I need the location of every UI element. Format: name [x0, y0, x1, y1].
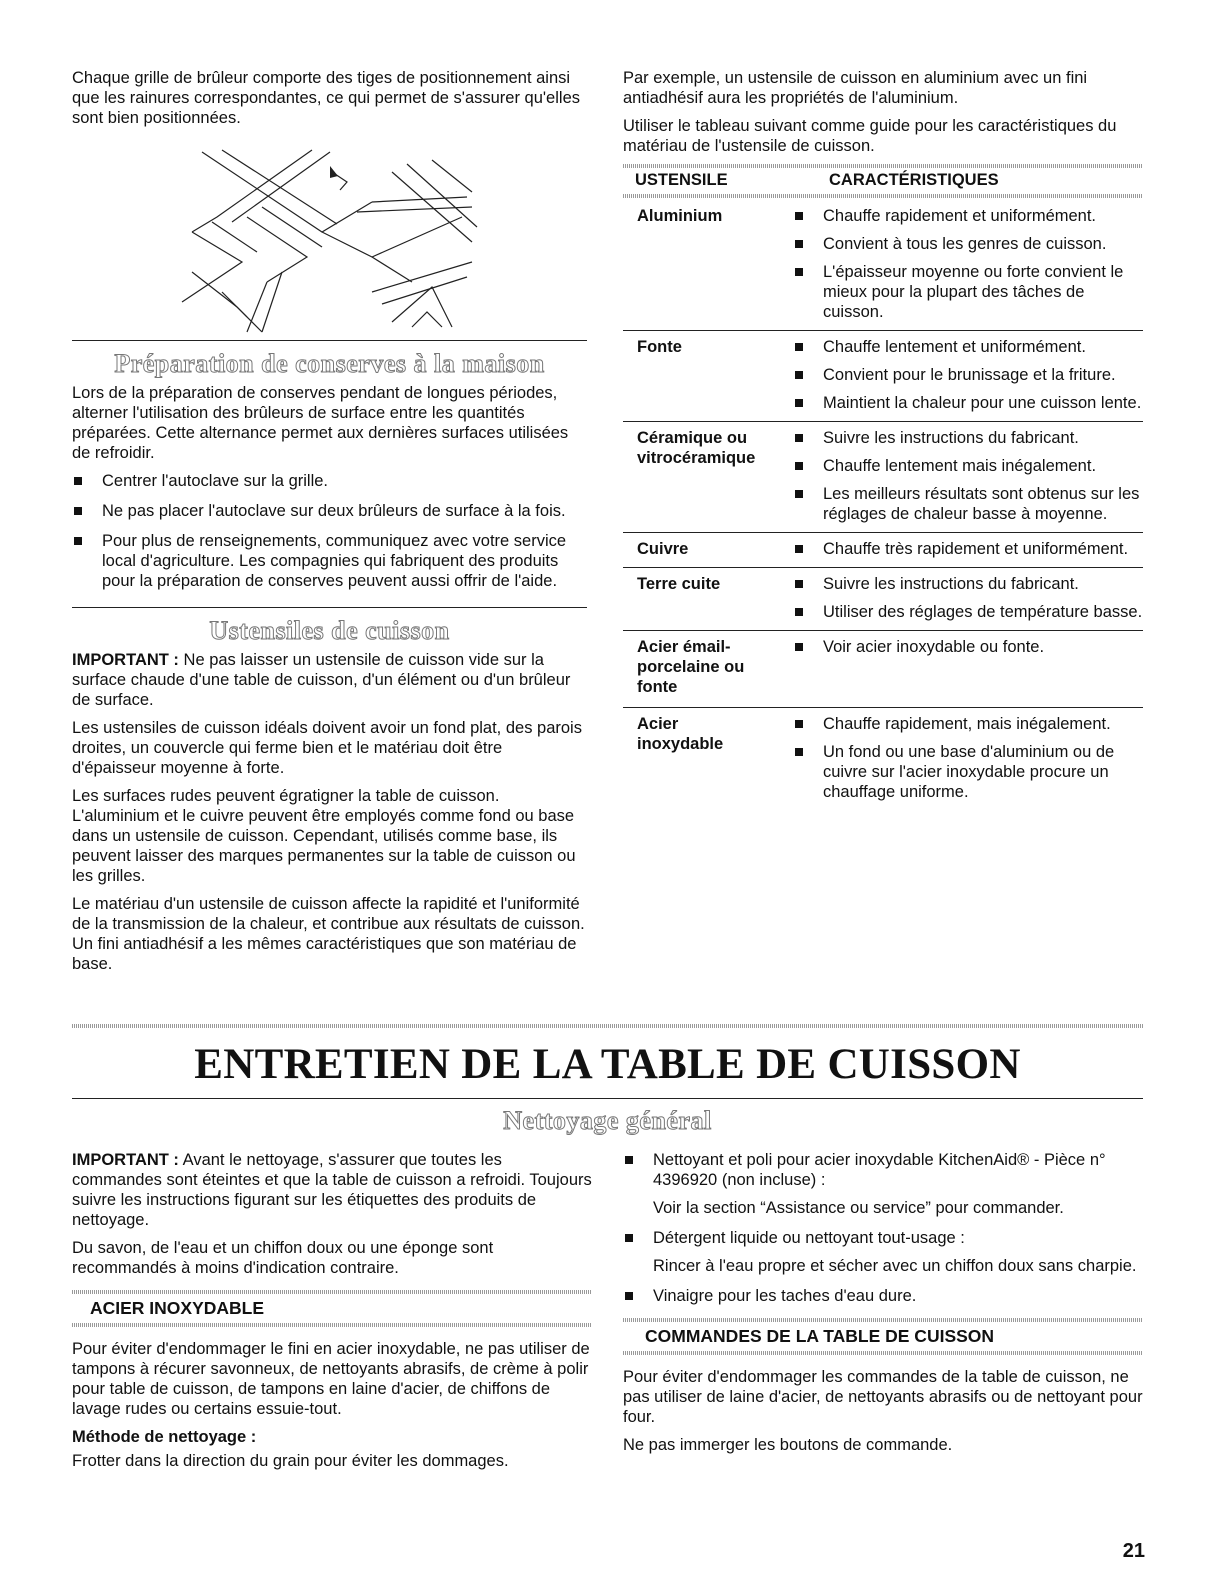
characteristics-cell [793, 206, 1143, 322]
header-characteristics: CARACTÉRISTIQUES [829, 171, 999, 189]
characteristic: Chauffe rapidement, mais inégalement. [793, 714, 1143, 734]
table-row [623, 707, 1143, 802]
method-text: Frotter dans la direction du grain pour éviter les dommages. [72, 1452, 509, 1470]
section-divider [72, 340, 587, 341]
table-intro: Utiliser le tableau suivant comme guide pour les caractéristiques du matériau de l'ustensile de cuisson. [623, 117, 1117, 155]
cleaner-bullet [623, 1286, 1143, 1306]
table-row [623, 532, 1143, 559]
characteristic: L'épaisseur moyenne ou forte convient le mieux pour la plupart des tâches de cuisson. [793, 262, 1143, 322]
characteristics-cell [793, 714, 1143, 802]
cookware-title: Ustensiles de cuisson [209, 616, 450, 645]
canning-bullet: Ne pas placer l'autoclave sur deux brûleurs de surface à la fois. [72, 501, 587, 521]
material-cell: Céramique ou vitrocéramique [637, 429, 756, 467]
characteristic: Chauffe rapidement et uniformément. [793, 206, 1143, 226]
cleaning-important [72, 1150, 592, 1230]
characteristic: Chauffe lentement mais inégalement. [793, 456, 1143, 476]
cleaner-text: Nettoyant et poli pour acier inoxydable KitchenAid® - Pièce n° 4396920 (non incluse) : [653, 1151, 1106, 1189]
characteristic: Utiliser des réglages de température basse. [793, 602, 1143, 622]
material-cell: Acier inoxydable [637, 715, 724, 753]
characteristic: Convient pour le brunissage et la friture. [793, 365, 1143, 385]
example-paragraph: Par exemple, un ustensile de cuisson en aluminium avec un fini antiadhésif aura les propriétés de l'aluminium. [623, 69, 1088, 107]
hatch-rule [72, 1024, 1143, 1028]
characteristics-cell [793, 539, 1143, 559]
cleaner-sub: Rincer à l'eau propre et sécher avec un chiffon doux sans charpie. [653, 1257, 1137, 1275]
cleaner-text: Détergent liquide ou nettoyant tout-usage : [653, 1229, 965, 1247]
characteristics-cell [793, 637, 1143, 657]
material-cell: Aluminium [637, 207, 723, 225]
stainless-text: Pour éviter d'endommager le fini en acier inoxydable, ne pas utiliser de tampons à récurer savonneux, de nettoyants abrasifs, de crème à polir pour table de cuisson, de tampons en laine d'acier, de chiffons de lavage rudes ou certains essuie-tout. [72, 1340, 590, 1418]
characteristic: Chauffe lentement et uniformément. [793, 337, 1143, 357]
characteristic: Les meilleurs résultats sont obtenus sur les réglages de chaleur basse à moyenne. [793, 484, 1143, 524]
grate-illustration [72, 142, 587, 334]
stainless-heading: ACIER INOXYDABLE [90, 1298, 265, 1318]
right-column [623, 68, 1143, 810]
title-rule [72, 1098, 1143, 1099]
important-text: Avant le nettoyage, s'assurer que toutes les commandes sont éteintes et que la table de cuisson a refroidi. Toujours suivre les instructions figurant sur les étiquettes des produits de nettoyage. [72, 1151, 592, 1229]
cookware-paragraph: Les surfaces rudes peuvent égratigner la table de cuisson. L'aluminium et le cuivre peuvent être employés comme fond ou base dans un ustensile de cuisson. Cependant, utilisés comme base, ils peuvent laisser des marques permanentes sur la table de cuisson ou les grilles. [72, 787, 576, 885]
canning-text: Lors de la préparation de conserves pendant de longues périodes, alterner l'utilisation des brûleurs de surface entre les quantités préparées. Cette alternance permet aux dernières surfaces utilisées de refroidir. [72, 384, 569, 462]
page-number: 21 [1122, 1540, 1145, 1562]
controls-text: Pour éviter d'endommager les commandes de la table de cuisson, ne pas utiliser de laine d'acier, de nettoyants abrasifs ou de nettoyant pour four. [623, 1368, 1143, 1426]
canning-bullet: Centrer l'autoclave sur la grille. [72, 471, 587, 491]
cleaner-bullet [623, 1228, 1143, 1276]
table-header [623, 168, 1143, 194]
characteristics-cell [793, 337, 1143, 413]
controls-heading: COMMANDES DE LA TABLE DE CUISSON [645, 1326, 995, 1346]
cleaning-left [72, 1150, 592, 1479]
cleaner-text: Vinaigre pour les taches d'eau dure. [653, 1287, 917, 1305]
canning-bullet: Pour plus de renseignements, communiquez avec votre service local d'agriculture. Les compagnies qui fabriquent des produits pour la préparation de conserves peuvent aussi offrir de l'aide. [72, 531, 587, 591]
header-cookware: USTENSILE [635, 171, 728, 189]
material-cell: Acier émail-porcelaine ou fonte [637, 638, 745, 696]
table-body [623, 206, 1143, 802]
material-cell: Terre cuite [637, 575, 721, 593]
table-row [623, 330, 1143, 413]
canning-title: Préparation de conserves à la maison [114, 349, 545, 378]
table-row [623, 206, 1143, 322]
cookware-paragraph: Les ustensiles de cuisson idéals doivent avoir un fond plat, des parois droites, un couvercle qui ferme bien et le matériau doit être d'épaisseur moyenne à forte. [72, 719, 582, 777]
characteristics-cell [793, 574, 1143, 622]
hatch-rule [72, 1323, 592, 1327]
material-cell: Fonte [637, 338, 682, 356]
table-row [623, 567, 1143, 622]
hatch-rule [623, 1351, 1143, 1355]
controls-text: Ne pas immerger les boutons de commande. [623, 1436, 953, 1454]
method-label: Méthode de nettoyage : [72, 1428, 257, 1446]
characteristic: Un fond ou une base d'aluminium ou de cuivre sur l'acier inoxydable procure un chauffage uniforme. [793, 742, 1143, 802]
section-divider [72, 607, 587, 608]
cleaner-sub: Voir la section “Assistance ou service” pour commander. [653, 1199, 1064, 1217]
characteristic: Suivre les instructions du fabricant. [793, 574, 1143, 594]
cookware-paragraph: Le matériau d'un ustensile de cuisson affecte la rapidité et l'uniformité de la transmission de la chaleur, et contribue aux résultats de cuisson. Un fini antiadhésif a les mêmes caractéristiques que son matériau de base. [72, 895, 585, 973]
characteristic: Convient à tous les genres de cuisson. [793, 234, 1143, 254]
characteristics-cell [793, 428, 1143, 524]
cleaning-title: Nettoyage général [503, 1106, 712, 1135]
main-title: ENTRETIEN DE LA TABLE DE CUISSON [194, 1041, 1021, 1088]
cookware-important [72, 650, 587, 710]
burner-grate-drawing [72, 142, 587, 334]
hatch-rule [623, 194, 1143, 198]
cleaning-right [623, 1150, 1143, 1463]
important-label: IMPORTANT : [72, 651, 179, 669]
cleaner-bullet [623, 1150, 1143, 1218]
table-row [623, 421, 1143, 524]
characteristic: Maintient la chaleur pour une cuisson lente. [793, 393, 1143, 413]
characteristic: Voir acier inoxydable ou fonte. [793, 637, 1143, 657]
grate-intro: Chaque grille de brûleur comporte des tiges de positionnement ainsi que les rainures correspondantes, ce qui permet de s'assurer qu'elles sont bien positionnées. [72, 69, 580, 127]
cleaning-paragraph: Du savon, de l'eau et un chiffon doux ou une éponge sont recommandés à moins d'indication contraire. [72, 1239, 494, 1277]
material-cell: Cuivre [637, 540, 689, 558]
left-column [72, 68, 587, 982]
important-label: IMPORTANT : [72, 1151, 179, 1169]
characteristic: Chauffe très rapidement et uniformément. [793, 539, 1143, 559]
table-row [623, 630, 1143, 707]
characteristic: Suivre les instructions du fabricant. [793, 428, 1143, 448]
important-text: Ne pas laisser un ustensile de cuisson vide sur la surface chaude d'une table de cuisson, d'un élément ou d'un brûleur de surface. [72, 651, 571, 709]
